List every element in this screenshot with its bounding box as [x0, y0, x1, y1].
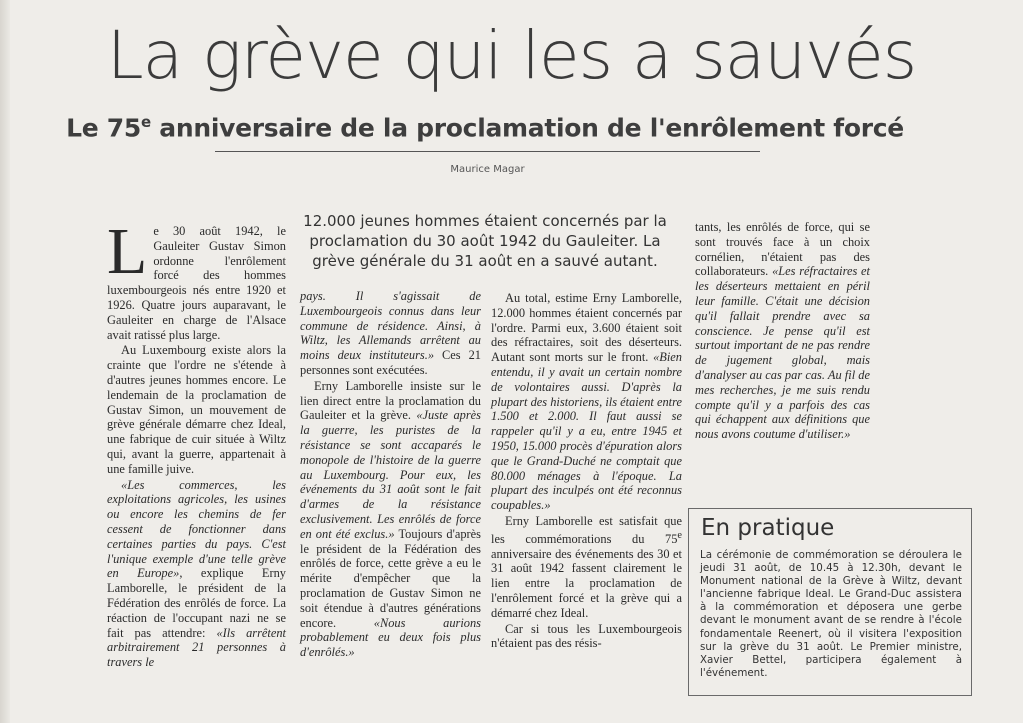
lead-paragraph: [107, 215, 286, 342]
paragraph-text: Erny Lamborelle est satisfait que les commémorations du 75: [491, 513, 682, 546]
paragraph-text: , explique Erny Lamborelle, le président de la Fédération des enrôlés de force. La réaction de l'occupant nazi ne se fait pas attendre:: [107, 566, 286, 640]
paragraph: [107, 478, 286, 670]
article-column-3: [491, 291, 682, 651]
paragraph: Car si tous les Luxembourgeois n'étaient pas des résis-: [491, 621, 682, 651]
paragraph: [491, 514, 682, 621]
quote-text: «Les commerces, les exploitations agricoles, les usines ou encore les chemins de fer cessent de fonctionner dans certaines parties du pays. C'est l'unique exemple d'une telle grève en Europe»: [107, 477, 286, 581]
info-box-body: La cérémonie de commémoration se déroulera le jeudi 31 août, de 10.45 à 12.30h, devant le Monument national de la Grève à Wiltz, devant l'ancienne fabrique Ideal. Le Grand-Duc assistera à la commémoration et déposera une gerbe devant le monument avant de se rendre à l'école fondamentale Reenert, où il visitera l'exposition sur la grève du 31 août. Le Premier ministre, Xavier Bettel, participera également à l'événement.: [700, 549, 962, 679]
paragraph-text: tants, les enrôlés de force, qui se sont trouvés face à un choix cornélien, n'étaient pas des collaborateurs.: [695, 220, 870, 279]
paragraph-text: Ces 21 personnes sont exécutées.: [300, 348, 481, 377]
subheadline: [0, 105, 970, 145]
paragraph: [300, 379, 481, 660]
subhead-text-rest: anniversaire de la proclamation de l'enrôlement forcé: [150, 113, 904, 143]
subhead-ordinal: e: [140, 113, 151, 131]
quote-text: «Nous aurions probablement eu deux fois plus d'enrôlés.»: [300, 615, 481, 660]
paragraph-text: Toujours d'après le président de la Fédération des enrôlés de force, cette grève a eu le mérite d'empêcher que la proclamation de Gustav Simon ne soit étendue à d'autres générations encore.: [300, 526, 482, 630]
byline: Maurice Magar: [450, 164, 525, 175]
info-box: [688, 508, 972, 696]
paragraph: Au Luxembourg existe alors la crainte que l'ordre ne s'étende à d'autres jeunes hommes encore. Le lendemain de la proclamation de Gustav Simon, un mouvement de grève générale démarre chez Ideal, une fabrique de cuir située à Wiltz qui, avant la guerre, appartenait à une famille juive.: [107, 343, 286, 476]
quote-text: «Bien entendu, il y avait un certain nombre de volontaires aussi. D'après la plupart des historiens, ils étaient entre 1.500 et 2.000. Il faut aussi se rappeler qu'il y a eu, entre 1945 et 1950, 15.000 procès d'épuration alors que le Grand-Duché ne comptait que 80.000 ménages à l'époque. La plupart des inculpés ont été reconnus coupables.»: [491, 350, 682, 513]
info-box-title: En pratique: [701, 515, 835, 541]
article-column-1: [107, 215, 286, 670]
paragraph-text: Au total, estime Erny Lamborelle, 12.000 hommes étaient concernés par l'ordre. Parmi eux, 3.600 étaient soit des réfractaires, soit des déserteurs. Autant sont morts sur le front.: [491, 291, 682, 365]
paragraph-text: anniversaire des événements des 30 et 31 août 1942 fassent clairement le lien entre la proclamation de l'enrôlement forcé et la grève qui a démarré chez Ideal.: [491, 546, 682, 620]
article-column-2: [300, 289, 481, 660]
paragraph: [491, 291, 682, 513]
divider-rule: [215, 151, 760, 152]
quote-text: «Juste après la guerre, les puristes de la résistance se sont accaparés le monopole de l'histoire de la guerre au Luxembourg. Pour eux, les événements du 31 août sont le fait d'armes de la résistance exclusivement. Les enrôlés de force en ont été exclus.»: [300, 408, 481, 541]
paragraph: [695, 220, 870, 442]
lead-text: e 30 août 1942, le Gauleiter Gustav Simon ordonne l'enrôlement forcé des hommes luxembourgeois nés entre 1920 et 1926. Quatre jours auparavant, le Gauleiter en charge de l'Alsace avait ratissé plus large.: [107, 224, 286, 342]
pull-quote: 12.000 jeunes hommes étaient concernés par la proclamation du 30 août 1942 du Gauleiter. La grève générale du 31 août en a sauvé autant.: [303, 212, 667, 270]
quote-text: «Ils arrêtent arbitrairement 21 personnes à travers le: [107, 625, 286, 670]
ordinal-suffix: e: [677, 529, 682, 541]
headline: La grève qui les a sauvés: [106, 17, 917, 94]
paragraph-text: Erny Lamborelle insiste sur le lien direct entre la proclamation du Gauleiter et la grève.: [300, 378, 481, 423]
quote-text: pays. Il s'agissait de Luxembourgeois connus dans leur commune de résidence. Ainsi, à Wiltz, les Allemands arrêtent au moins deux instituteurs.»: [300, 289, 481, 363]
drop-cap: L: [107, 215, 148, 288]
paragraph: [300, 289, 481, 378]
article-column-4: [695, 220, 870, 442]
subhead-text: Le 75: [66, 113, 141, 143]
quote-text: «Les réfractaires et les déserteurs mettaient en péril leur famille. C'était une décision qu'il fallait prendre avec sa conscience. Je pense qu'il est surtout important de ne pas rendre de jugement global, mais d'analyser au cas par cas. Au fil de mes recherches, je me suis rendu compte qu'il y a parfois des cas qui échappent aux définitions que nous avons coutume d'utiliser.»: [695, 264, 870, 442]
